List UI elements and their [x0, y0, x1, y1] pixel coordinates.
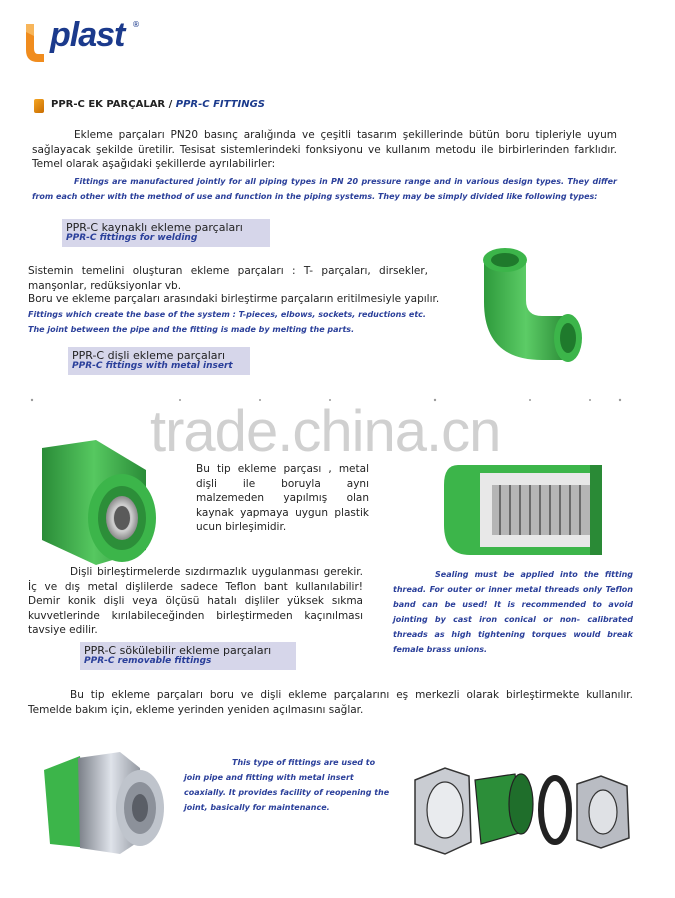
banner-removable-tr: PPR-C sökülebilir ekleme parçaları	[84, 644, 272, 657]
welding-text-tr1: Sistemin temelini oluşturan ekleme parçaları : T- parçaları, dirsekler, manşonlar, redüksiyonlar vb.	[28, 265, 428, 292]
welding-text-en1: Fittings which create the base of the system : T-pieces, elbows, sockets, reductions etc.	[28, 310, 426, 319]
removable-text-en: This type of fittings are used to join pipe and fitting with metal insert coaxially. It provides facility of reopening the joint, basically for maintenance.	[184, 758, 390, 812]
union-exploded-image	[405, 762, 640, 857]
banner-welding-tr: PPR-C kaynaklı ekleme parçaları	[66, 221, 243, 234]
welding-text-tr2: Boru ve ekleme parçaları arasındaki birleştirme parçaların eritilmesiyle yapılır.	[28, 293, 440, 305]
banner-removable-en: PPR-C removable fittings	[84, 656, 212, 666]
logo-registered-mark: ®	[132, 20, 140, 29]
metal-warning-en: Sealing must be applied into the fitting thread. For outer or inner metal threads only Teflon band can be used! It is recommended to avoid jointing by cast iron conical or non- calibrated threads as high tightening torques would break female brass unions.	[393, 570, 633, 654]
logo-text: plast	[50, 16, 125, 54]
page-title-tr: PPR-C EK PARÇALAR /	[51, 99, 176, 110]
banner-metal-tr: PPR-C dişli ekleme parçaları	[72, 349, 226, 362]
banner-welding	[62, 219, 270, 247]
metal-insert-fitting-image	[36, 430, 161, 570]
welding-text-en2: The joint between the pipe and the fitting is made by melting the parts.	[28, 325, 355, 334]
removable-text-tr: Bu tip ekleme parçaları boru ve dişli ekleme parçalarını eş merkezli olarak birleştirmekte kullanılır. Temelde bakım için, ekleme yerinden yeniden açılmasını sağlar.	[28, 689, 633, 716]
intro-paragraph-en: Fittings are manufactured jointly for all piping types in PN 20 pressure range and in various design types. They differ from each other with the method of use and function in the piping systems. They may be simply divided like following types:	[32, 177, 617, 201]
union-fitting-image	[40, 748, 170, 858]
page-title-en: PPR-C FITTINGS	[175, 99, 266, 110]
banner-welding-en: PPR-C fittings for welding	[66, 233, 198, 243]
metal-insert-text-tr: Bu tip ekleme parçası , metal dişli ile boruyla aynı malzemeden yapılmış olan kaynak yapmaya uygun plastik ucun birleşimidir.	[196, 463, 369, 533]
metal-insert-cross-section-image	[440, 455, 630, 565]
logo-u-mark-icon	[22, 22, 48, 64]
watermark: trade.china.cn	[150, 399, 501, 464]
page-title	[51, 99, 265, 110]
elbow-fitting-image	[470, 238, 590, 368]
section-bullet-icon	[34, 99, 44, 113]
banner-removable	[80, 642, 296, 670]
intro-paragraph-tr: Ekleme parçaları PN20 basınç aralığında ve çeşitli tasarım şekillerinde bütün boru tipleriyle uyum sağlayacak şekilde üretilir. Tesisat sistemlerindeki fonksiyonu ve kullanım metodu ile birbirlerinden farklıdır. Temel olarak aşağıdaki şekillerde ayrılabilirler:	[32, 129, 617, 170]
banner-metal-insert	[68, 347, 250, 375]
banner-metal-en: PPR-C fittings with metal insert	[72, 361, 233, 371]
metal-warning-tr: Dişli birleştirmelerde sızdırmazlık uygulanması gerekir. İç ve dış metal dişlilerde sadece Teflon bant kullanılabilir! Demir konik dişli veya ölçüsü hatalı dişliler yüksek sıkma kuvvetlerinde kırılabileceğinden birleştirmeden kaçınılması tavsiye edilir.	[28, 566, 363, 636]
